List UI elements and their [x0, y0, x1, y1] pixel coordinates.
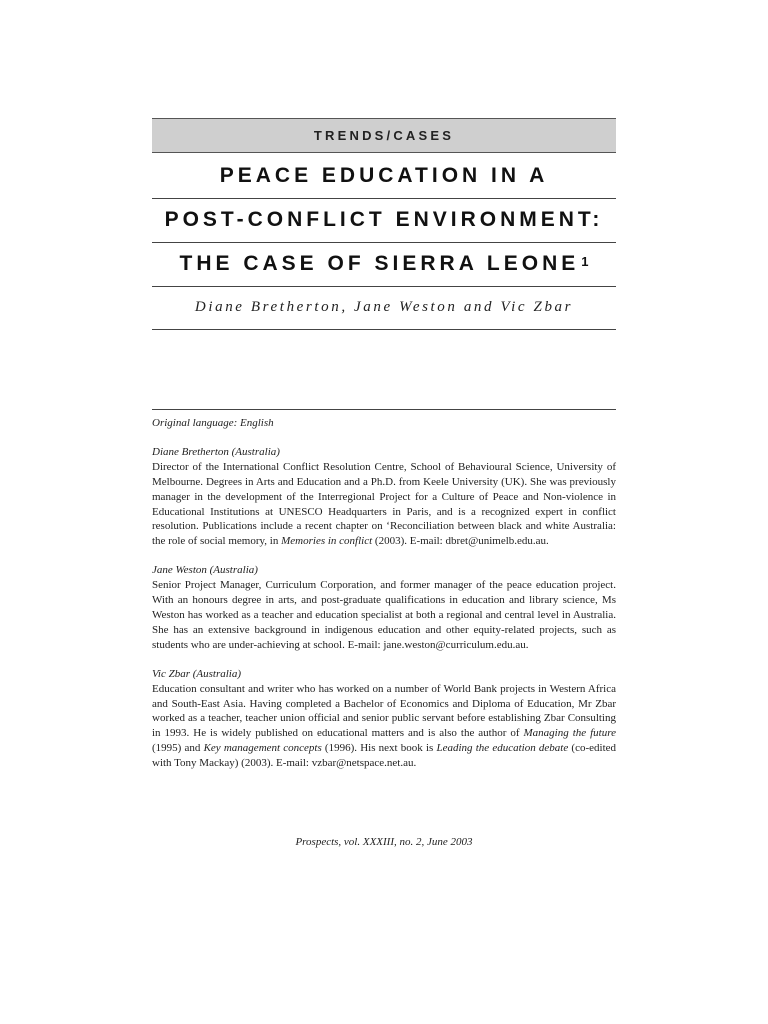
title-line-2-text: POST-CONFLICT ENVIRONMENT: — [164, 208, 604, 231]
bio-block-weston — [152, 563, 616, 652]
divider-rule — [152, 409, 616, 410]
author-line — [152, 286, 616, 330]
bio-text — [152, 460, 616, 549]
bio-text-part: (1995) and — [152, 742, 204, 755]
bio-text — [152, 682, 616, 771]
journal-citation: Prospects, vol. XXXIII, no. 2, June 2003 — [295, 836, 473, 848]
bio-text: Senior Project Manager, Curriculum Corporation, and former manager of the peace education project. With an honours degree in arts, and post-graduate qualifications in education and library science, Ms Weston has worked as a teacher and education specialist at both a regional and central level in Australia. She has an extensive background in indigenous education and other equity-related projects, such as students who are under-achieving at school. E-mail: jane.weston@curriculum.edu.au. — [152, 579, 616, 651]
author-names: Diane Bretherton, Jane Weston and Vic Zbar — [194, 299, 574, 315]
title-line-3-text: THE CASE OF SIERRA LEONE — [179, 252, 580, 275]
bio-text-part: (1996). His next book is — [321, 742, 437, 755]
bio-name: Vic Zbar (Australia) — [152, 667, 242, 680]
bio-block-bretherton — [152, 445, 616, 549]
section-header-band — [152, 118, 616, 153]
bio-block-zbar — [152, 667, 616, 771]
bio-name: Diane Bretherton (Australia) — [152, 445, 280, 458]
bio-book-title: Leading the education debate — [436, 742, 569, 755]
bio-text-part: (co-edited with Tony Mackay) (2003). E-mail: vzbar@netspace.net.au. — [152, 742, 617, 770]
article-title-line-1 — [152, 154, 616, 199]
title-line-1-text: PEACE EDUCATION IN A — [219, 164, 549, 187]
section-label: TRENDS/CASES — [313, 128, 455, 143]
bio-book-title: Managing the future — [523, 727, 616, 740]
bio-book-title: Memories in conflict — [281, 535, 373, 548]
bio-book-title: Key management concepts — [203, 742, 322, 755]
article-title-line-2 — [152, 198, 616, 243]
bio-text-part: (2003). E-mail: dbret@unimelb.edu.au. — [372, 535, 549, 548]
footnote-marker: 1 — [581, 253, 589, 269]
bio-name: Jane Weston (Australia) — [152, 564, 258, 577]
article-title-line-3 — [152, 242, 616, 287]
bio-text-part: Director of the International Conflict Resolution Centre, School of Behavioural Science, University of Melbourne. Degrees in Arts and Education and a Ph.D. from Keele University (UK). She was previously manager in the development of the Interregional Project for a Culture of Peace and Non-violence in Educational Institutions at UNESCO Headquarters in Paris, and is a recognized expert in conflict resolution. Publications include a recent chapter on ‘Reconciliation between black and white Australia: the role of social memory, in — [152, 460, 616, 548]
bio-text-part: Education consultant and writer who has worked on a number of World Bank projects in Western Africa and South-East Asia. Having completed a Bachelor of Economics and Diploma of Education, Mr Zbar worked as a teacher, teacher union official and senior public servant before establishing Zbar Consulting in 1993. He is widely published on educational matters and is also the author of — [152, 682, 616, 740]
original-language-note: Original language: English — [152, 417, 274, 429]
author-notes — [152, 416, 616, 785]
